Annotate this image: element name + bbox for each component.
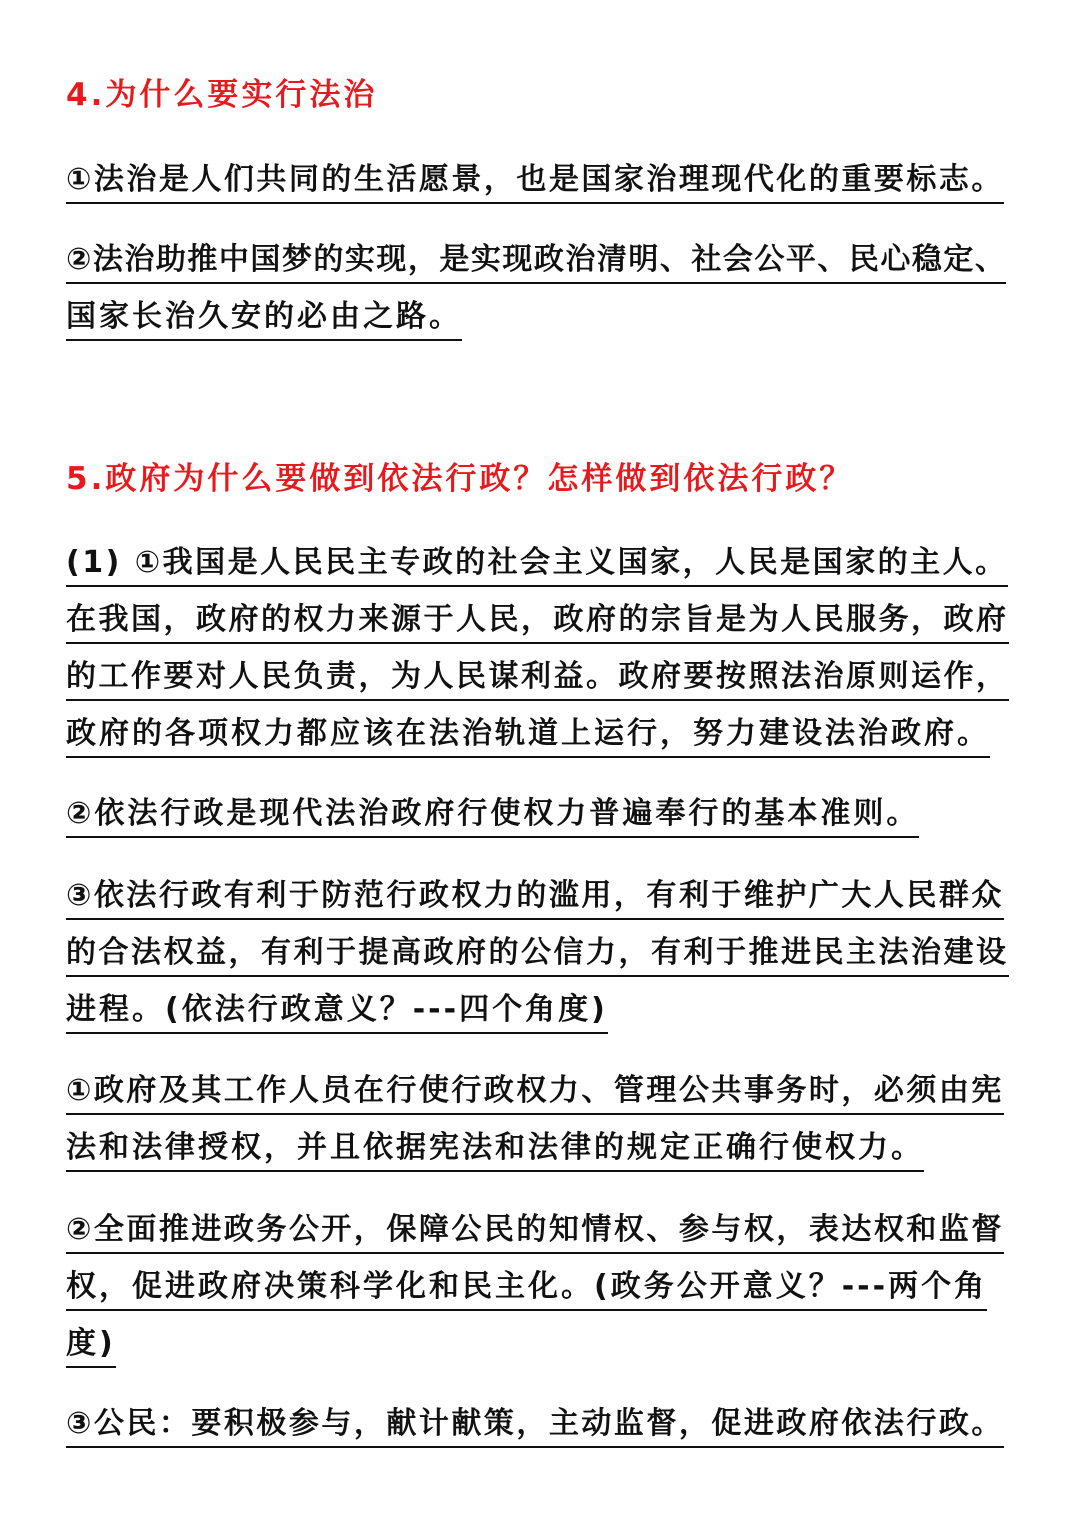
text-line: 政府的各项权力都应该在法治轨道上运行，努力建设法治政府。: [66, 705, 1014, 762]
text-line: ③依法行政有利于防范行政权力的滥用，有利于维护广大人民群众: [66, 867, 1014, 924]
text-line: 进程。(依法行政意义？---四个角度): [66, 981, 1014, 1038]
text-line: 的工作要对人民负责，为人民谋利益。政府要按照法治原则运作，: [66, 648, 1014, 705]
section-5-part-2-point-2: [66, 1201, 1014, 1372]
section-5-part-2-point-3: [66, 1395, 1014, 1452]
section-5-part-1-point-2: [66, 785, 1014, 842]
section-5-part-2-point-1: [66, 1062, 1014, 1176]
section-5-part-1-point-1: [66, 534, 1014, 762]
section-5-heading: 5.政府为什么要做到依法行政？怎样做到依法行政？: [66, 461, 854, 497]
section-4-heading: 4.为什么要实行法治: [66, 77, 378, 113]
text-line: ①法治是人们共同的生活愿景，也是国家治理现代化的重要标志。: [66, 151, 1014, 208]
text-line: 权，促进政府决策科学化和民主化。(政务公开意义？---两个角: [66, 1258, 1014, 1315]
text-line: ②依法行政是现代法治政府行使权力普遍奉行的基本准则。: [66, 785, 1014, 842]
section-4-point-1: [66, 151, 1014, 208]
text-line: 的合法权益，有利于提高政府的公信力，有利于推进民主法治建设: [66, 924, 1014, 981]
text-line: ①政府及其工作人员在行使行政权力、管理公共事务时，必须由宪: [66, 1062, 1014, 1119]
section-5-part-1-point-3: [66, 867, 1014, 1038]
text-line: 法和法律授权，并且依据宪法和法律的规定正确行使权力。: [66, 1119, 1014, 1176]
text-line: (1) ①我国是人民民主专政的社会主义国家，人民是国家的主人。: [66, 534, 1014, 591]
section-4-point-2: [66, 231, 1014, 345]
text-line: 在我国，政府的权力来源于人民，政府的宗旨是为人民服务，政府: [66, 591, 1014, 648]
text-line: ②全面推进政务公开，保障公民的知情权、参与权，表达权和监督: [66, 1201, 1014, 1258]
text-line: 度): [66, 1315, 1014, 1372]
text-line: ②法治助推中国梦的实现，是实现政治清明、社会公平、民心稳定、: [66, 231, 1014, 288]
text-line: 国家长治久安的必由之路。: [66, 288, 1014, 345]
text-line: ③公民：要积极参与，献计献策，主动监督，促进政府依法行政。: [66, 1395, 1014, 1452]
